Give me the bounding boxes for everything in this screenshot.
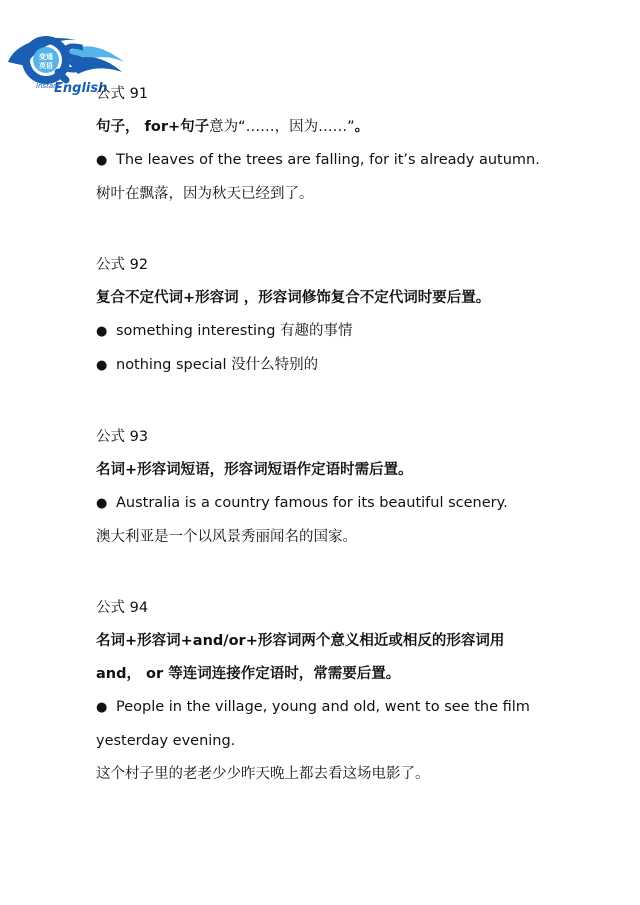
example-translation: 澳大利亚是一个以风景秀丽闻名的国家。 bbox=[96, 529, 357, 545]
formula-section-91 bbox=[96, 84, 616, 204]
example-text: Australia is a country famous for its beautiful scenery. bbox=[116, 495, 508, 511]
svg-text:S: S bbox=[60, 37, 88, 81]
example-translation: 这个村子里的老老少少昨天晚上都去看这场电影了。 bbox=[96, 766, 430, 782]
svg-text:英语: 英语 bbox=[39, 62, 53, 70]
formula-rule-end: 。 bbox=[354, 119, 370, 135]
formula-title: 公式 91 bbox=[96, 86, 149, 102]
example-text-continued: yesterday evening. bbox=[96, 733, 236, 749]
formula-rule: 名词+形容词+and/or+形容词两个意义相近或相反的形容词用 bbox=[96, 633, 505, 649]
formula-title: 公式 94 bbox=[96, 600, 149, 616]
bullet-icon: ● bbox=[96, 700, 108, 715]
formula-title: 公式 93 bbox=[96, 429, 149, 445]
formula-rule: 名词+形容词短语，形容词短语作定语时需后置。 bbox=[96, 462, 413, 478]
formula-rule-meaning: 意为“……，因为……” bbox=[209, 119, 355, 135]
bullet-icon: ● bbox=[96, 324, 108, 339]
example-bullet bbox=[96, 493, 616, 514]
formula-section-93 bbox=[96, 427, 616, 547]
bullet-icon: ● bbox=[96, 358, 108, 373]
example-bullet bbox=[96, 355, 616, 376]
example-text: People in the village, young and old, went to see the film bbox=[116, 699, 530, 715]
formula-section-94 bbox=[96, 598, 616, 784]
formula-rule-continued: and， or 等连词连接作定语时，常需要后置。 bbox=[96, 666, 401, 682]
formula-rule bbox=[96, 117, 616, 137]
svg-text:English: English bbox=[54, 81, 108, 96]
example-translation: 树叶在飘落，因为秋天已经到了。 bbox=[96, 186, 314, 202]
formula-section-92 bbox=[96, 255, 616, 376]
svg-text:Instant: Instant bbox=[36, 82, 61, 90]
example-bullet bbox=[96, 150, 616, 171]
example-text: something interesting 有趣的事情 bbox=[116, 323, 353, 339]
formula-rule: 复合不定代词+形容词 ，形容词修饰复合不定代词时要后置。 bbox=[96, 290, 491, 306]
example-text: The leaves of the trees are falling, for it’s already autumn. bbox=[116, 152, 540, 168]
bullet-icon: ● bbox=[96, 153, 108, 168]
formula-title: 公式 92 bbox=[96, 257, 149, 273]
document-body bbox=[96, 84, 616, 784]
example-bullet bbox=[96, 697, 616, 718]
svg-text:变通: 变通 bbox=[39, 53, 53, 61]
example-bullet bbox=[96, 321, 616, 342]
bullet-icon: ● bbox=[96, 496, 108, 511]
example-text: nothing special 没什么特别的 bbox=[116, 357, 319, 373]
formula-rule-bold: 句子， for+句子 bbox=[96, 119, 210, 135]
